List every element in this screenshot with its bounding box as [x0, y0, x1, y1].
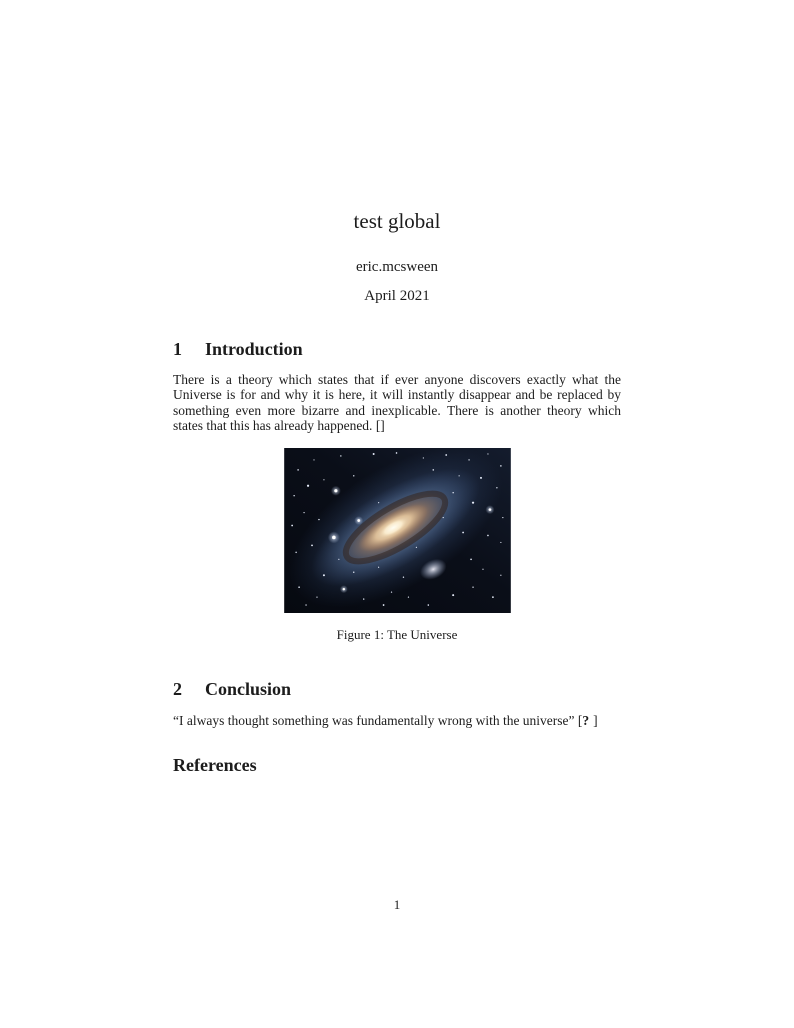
introduction-body-text: There is a theory which states that if ever anyone discovers exactly what the Universe is for and why it is here, it will instantly disappear and be replaced by something even more bizarre and inexplicable. There is another theory which states that this has already happened. — [173, 371, 621, 434]
content-column — [173, 0, 621, 777]
section-heading-introduction — [173, 339, 621, 361]
citation-open-bracket: [ — [577, 712, 583, 728]
section-heading-label: Introduction — [205, 339, 303, 360]
section-heading-conclusion — [173, 679, 621, 701]
page-number: 1 — [393, 897, 401, 912]
document-title: test global — [353, 209, 441, 233]
author-name: eric.mcsween — [355, 259, 439, 276]
section-number: 1 — [173, 339, 182, 360]
universe-image — [284, 448, 511, 613]
citation-close-bracket: ] — [593, 712, 598, 728]
figure-caption: Figure 1: The Universe — [336, 626, 458, 642]
conclusion-paragraph — [173, 713, 621, 729]
introduction-paragraph — [173, 372, 621, 434]
section-number: 2 — [173, 679, 182, 700]
empty-citation-bracket: [] — [375, 418, 385, 434]
figure-universe — [173, 448, 621, 643]
conclusion-quote-text: “I always thought something was fundamentally wrong with the universe” — [173, 712, 575, 728]
references-heading: References — [173, 755, 257, 776]
section-heading-label: Conclusion — [205, 679, 292, 700]
citation-question-mark: ? — [582, 712, 590, 728]
document-date: April 2021 — [364, 288, 430, 305]
